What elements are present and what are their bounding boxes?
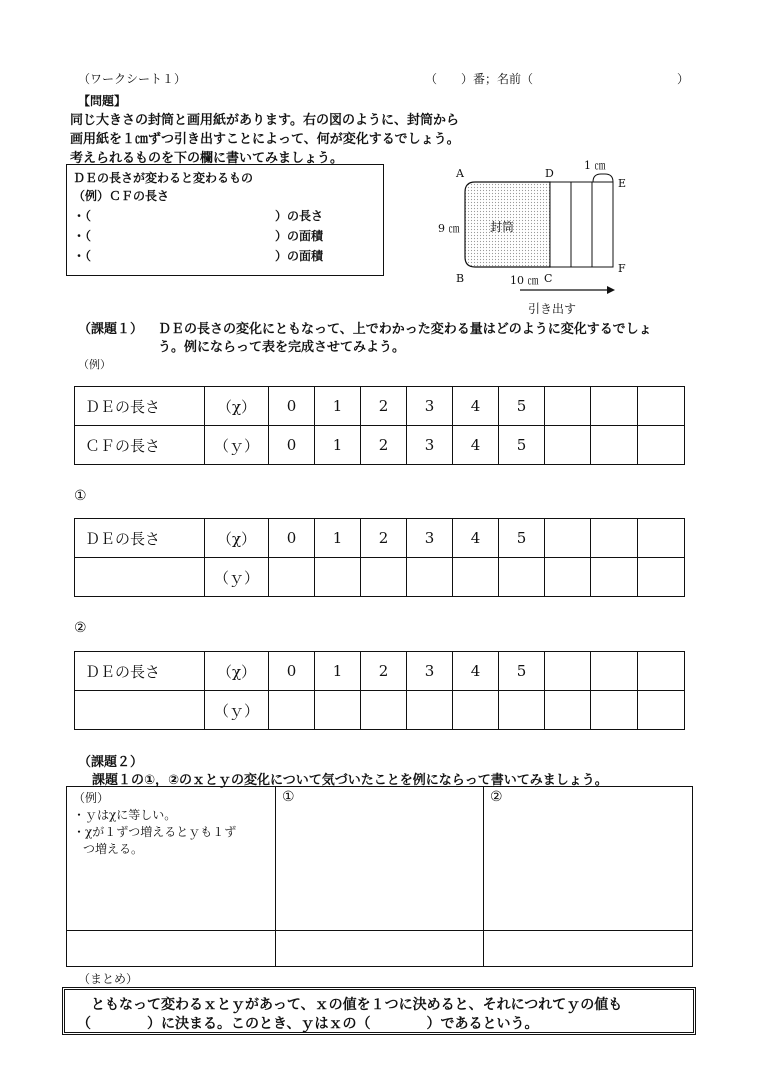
x-cell: 2 [361,652,407,691]
x-cell: 5 [499,387,545,426]
table-2 [74,651,685,730]
x-cell: 1 [315,519,361,558]
x-cell: 2 [361,519,407,558]
x-cell: 5 [499,652,545,691]
blank-cell[interactable] [453,558,499,597]
answer-row-open: ・（ [73,209,92,223]
blank-cell[interactable] [315,691,361,730]
x-cell: 0 [269,652,315,691]
var-label: （χ） [205,652,269,691]
x-cell: 1 [315,652,361,691]
blank-cell[interactable] [545,426,591,465]
x-cell: 4 [453,387,499,426]
blank-cell[interactable] [407,691,453,730]
envelope-label: 封筒 [490,220,515,234]
task2-label: （課題２） [78,755,144,770]
row-label-blank[interactable] [75,558,205,597]
blank-cell[interactable] [591,519,638,558]
x-cell: 2 [361,387,407,426]
blank-cell[interactable] [545,519,591,558]
blank-cell[interactable] [545,652,591,691]
blank-cell[interactable] [591,387,638,426]
y-cell: 4 [453,426,499,465]
problem-label: 【問題】 [78,94,127,108]
column-2[interactable] [484,787,693,931]
width-label: 10 ㎝ [510,274,539,287]
example-table [74,386,685,465]
var-label: （χ） [205,519,269,558]
example-head: （例） [73,791,110,805]
blank-cell[interactable] [67,931,276,967]
example-column [67,787,276,931]
blank-cell[interactable] [407,558,453,597]
blank-cell[interactable] [269,691,315,730]
blank-cell[interactable] [638,387,685,426]
answer-row-open: ・（ [73,229,92,243]
x-cell: 3 [407,519,453,558]
blank-cell[interactable] [499,691,545,730]
blank-cell[interactable] [638,652,685,691]
example-note: つ増える。 [83,842,144,856]
row-label-blank[interactable] [75,691,205,730]
blank-cell[interactable] [591,691,638,730]
y-cell: 1 [315,426,361,465]
summary-label: （まとめ） [78,972,139,986]
point-a-label: A [456,167,464,180]
blank-cell[interactable] [499,558,545,597]
problem-line-1: 同じ大きさの封筒と画用紙があります。右の図のように、封筒から [70,113,459,128]
answer-row-close: ）の面積 [275,229,324,243]
summary-line-1: ともなって変わるｘとｙがあって、ｘの値を１つに決めると、それにつれてｙの値も [91,997,623,1013]
blank-cell[interactable] [361,558,407,597]
blank-cell[interactable] [591,652,638,691]
row-label: ＤＥの長さ [75,652,205,691]
example-label: （例） [78,358,111,371]
task1-text-1: ＤＥの長さの変化にともなって、上でわかった変わる量はどのように変化するでしょ [158,322,652,337]
x-cell: 0 [269,519,315,558]
name-field[interactable]: （ ）番；名前（ ） [425,72,690,86]
example-note: ・ｙはχに等しい。 [73,808,177,822]
answer-box-title: ＤＥの長さが変わると変わるもの [73,171,254,185]
x-cell: 3 [407,652,453,691]
task2-text: 課題１の①，②のｘとｙの変化について気づいたことを例にならって書いてみましょう。 [92,773,608,788]
x-cell: 0 [269,387,315,426]
point-b-label: B [456,272,465,285]
table-1 [74,518,685,597]
point-c-label: C [544,272,553,285]
blank-cell[interactable] [638,519,685,558]
blank-cell[interactable] [638,558,685,597]
column-2-head: ② [490,789,503,805]
task1-text-2: う。例にならって表を完成させてみよう。 [158,340,406,355]
worksheet-label: （ワークシート１） [78,72,187,86]
y-cell: 0 [269,426,315,465]
x-cell: 3 [407,387,453,426]
pull-label: 引き出す [528,302,577,316]
answer-row-open: ・（ [73,249,92,263]
y-cell: 2 [361,426,407,465]
var-label: （ｙ） [205,691,269,730]
point-e-label: E [618,177,627,190]
task1-label: （課題１） [78,322,144,337]
task2-table [66,786,693,967]
point-f-label: F [618,262,626,275]
height-label: 9 ㎝ [438,222,460,235]
blank-cell[interactable] [638,426,685,465]
blank-cell[interactable] [638,691,685,730]
answer-row-close: ）の面積 [275,249,324,263]
blank-cell[interactable] [453,691,499,730]
answer-box [66,164,384,276]
point-d-label: D [545,167,554,180]
column-1[interactable] [276,787,484,931]
problem-line-2: 画用紙を１㎝ずつ引き出すことによって、何が変化するでしょう。 [70,132,460,147]
problem-line-3: 考えられるものを下の欄に書いてみましょう。 [70,151,344,166]
blank-cell[interactable] [591,558,638,597]
blank-cell[interactable] [361,691,407,730]
blank-cell[interactable] [591,426,638,465]
x-cell: 4 [453,519,499,558]
table2-marker: ② [74,620,87,636]
var-label: （ｙ） [205,426,269,465]
step-length-label: 1 ㎝ [584,159,606,172]
x-cell: 4 [453,652,499,691]
blank-cell[interactable] [276,931,484,967]
row-label: ＤＥの長さ [75,519,205,558]
x-cell: 5 [499,519,545,558]
blank-cell[interactable] [545,691,591,730]
y-cell: 3 [407,426,453,465]
blank-cell[interactable] [545,387,591,426]
summary-box [62,987,696,1035]
var-label: （ｙ） [205,558,269,597]
blank-cell[interactable] [545,558,591,597]
example-note: ・χが１ずつ増えるとｙも１ず [73,825,237,839]
x-cell: 1 [315,387,361,426]
answer-box-example: （例）ＣＦの長さ [73,189,170,203]
column-1-head: ① [282,789,295,805]
blank-cell[interactable] [269,558,315,597]
summary-line-2: （ ）に決まる。このとき、ｙはｘの（ ）であるという。 [77,1016,539,1032]
blank-cell[interactable] [315,558,361,597]
row-label: ＣＦの長さ [75,426,205,465]
row-label: ＤＥの長さ [75,387,205,426]
table1-marker: ① [74,488,87,504]
answer-row-close: ）の長さ [275,209,324,223]
blank-cell[interactable] [484,931,693,967]
y-cell: 5 [499,426,545,465]
var-label: （χ） [205,387,269,426]
